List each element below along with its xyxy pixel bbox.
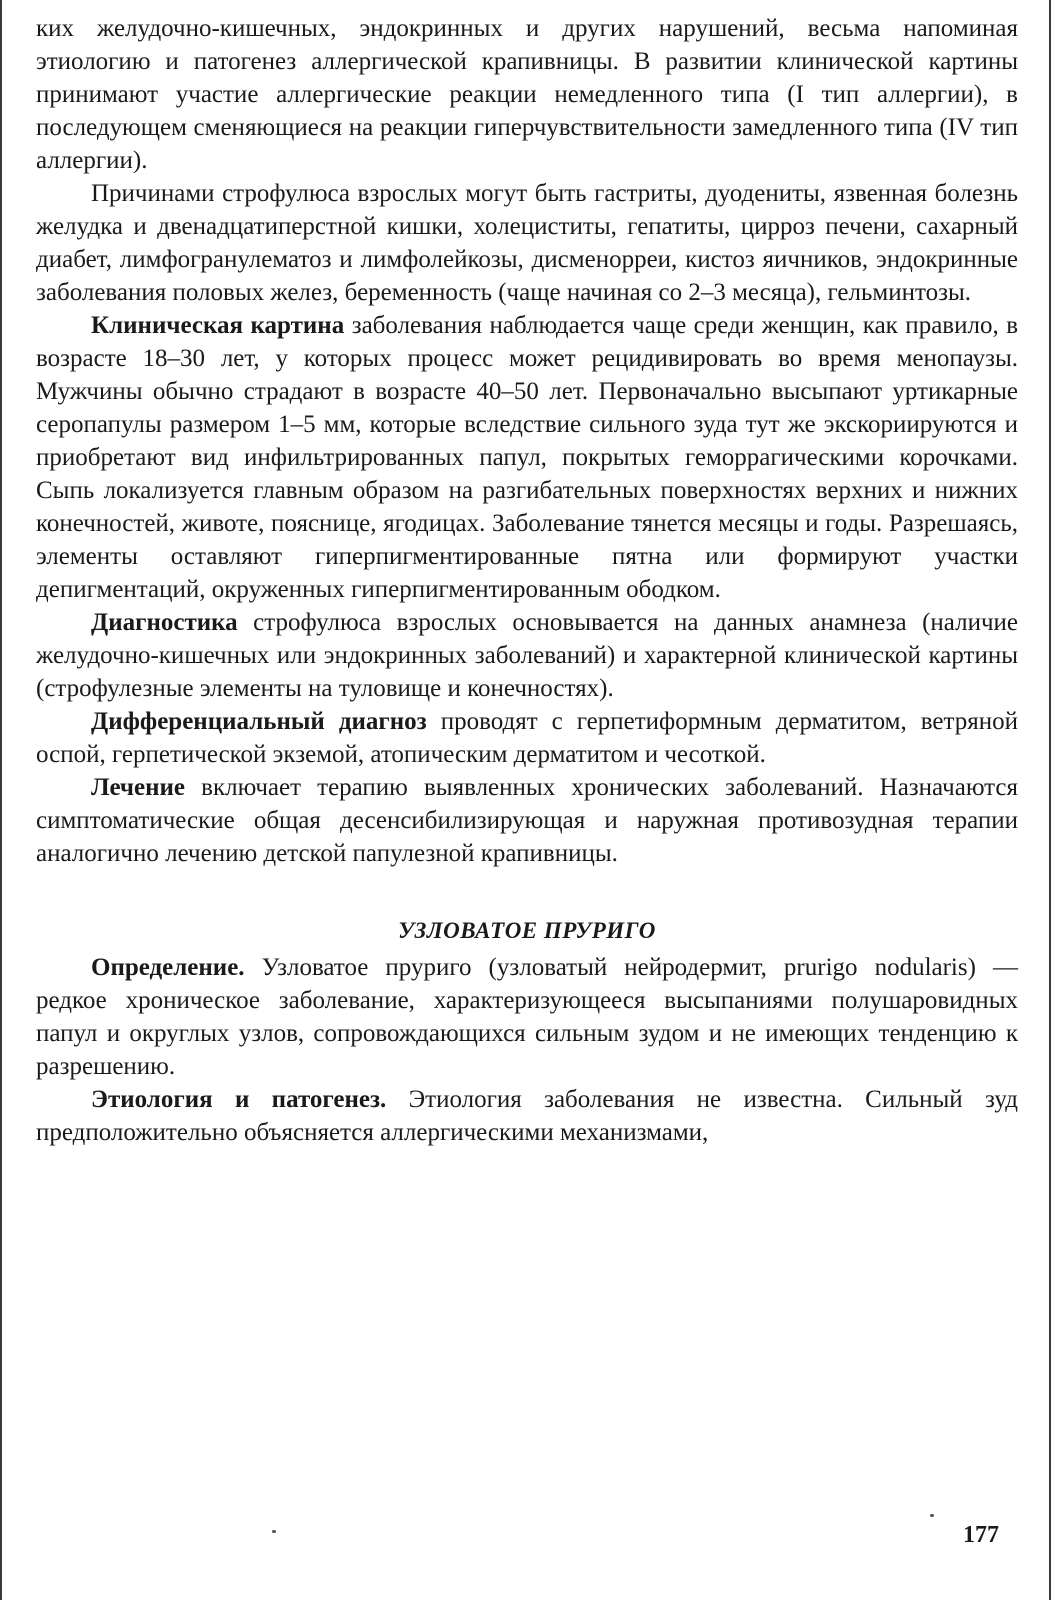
body-text xyxy=(36,12,1018,1149)
paragraph-etiology: Этиология и патогенез. Этиология заболевания не известна. Сильный зуд предположительно объясняется аллергическими механизмами, xyxy=(36,1086,1018,1146)
paragraph-differential: Дифференциальный диагноз проводят с герпетиформным дерматитом, ветряной оспой, герпетической экземой, атопическим дерматитом и чесоткой. xyxy=(36,708,1018,768)
term-clinical-picture: Клиническая картина xyxy=(91,312,345,339)
paragraph-diagnostics: Диагностика строфулюса взрослых основывается на данных анамнеза (наличие желудочно-кишечных или эндокринных заболеваний) и характерной клинической картины (строфулезные элементы на туловище и конечностях). xyxy=(36,609,1018,702)
section-title: УЗЛОВАТОЕ ПРУРИГО xyxy=(398,918,656,943)
term-treatment: Лечение xyxy=(91,774,186,801)
term-diagnostics: Диагностика xyxy=(91,609,238,636)
page-number: 177 xyxy=(963,1522,999,1548)
paragraph-treatment: Лечение включает терапию выявленных хронических заболеваний. Назначаются симптоматические общая десенсибилизирующая и наружная противозудная терапии аналогично лечению детской папулезной крапивницы. xyxy=(36,774,1018,867)
paragraph-1: ких желудочно-кишечных, эндокринных и других нарушений, весьма напоминая этиологию и патогенез аллергической крапивницы. В развитии клинической картины принимают участие аллергические реакции немедленного типа (I тип аллергии), в последующем сменяющиеся на реакции гиперчувствительности замедленного типа (IV тип аллергии). xyxy=(36,15,1018,174)
paragraph-definition: Определение. Узловатое пруриго (узловатый нейродермит, prurigo nodularis) — редкое хроническое заболевание, характеризующееся высыпаниями полушаровидных папул и округлых узлов, сопровождающихся сильным зудом и не имеющих тенденцию к разрешению. xyxy=(36,954,1018,1080)
print-speck xyxy=(930,1514,934,1517)
paragraph-2: Причинами строфулюса взрослых могут быть гастриты, дуодениты, язвенная болезнь желудка и двенадцатиперстной кишки, холециститы, гепатиты, цирроз печени, сахарный диабет, лимфогранулематоз и лимфолейкозы, дисменорреи, кистоз яичников, эндокринные заболевания половых желез, беременность (чаще начиная со 2–3 месяца), гельминтозы. xyxy=(36,180,1018,306)
paragraph-clinical-picture: Клиническая картина заболевания наблюдается чаще среди женщин, как правило, в возрасте 18–30 лет, у которых процесс может рецидивировать во время менопаузы. Мужчины обычно страдают в возрасте 40–50 лет. Первоначально высыпают уртикарные серопапулы размером 1–5 мм, которые вследствие сильного зуда тут же экскориируются и приобретают вид инфильтрированных папул, покрытых геморрагическими корочками. Сыпь локализуется главным образом на разгибательных поверхностях верхних и нижних конечностей, животе, пояснице, ягодицах. Заболевание тянется месяцы и годы. Разрешаясь, элементы оставляют гиперпигментированные пятна или формируют участки депигментаций, окруженных гиперпигментированным ободком. xyxy=(36,312,1018,603)
term-differential: Дифференциальный диагноз xyxy=(91,708,427,735)
term-definition: Определение. xyxy=(91,954,245,981)
term-etiology: Этиология и патогенез. xyxy=(91,1086,387,1113)
print-speck xyxy=(272,1530,276,1533)
